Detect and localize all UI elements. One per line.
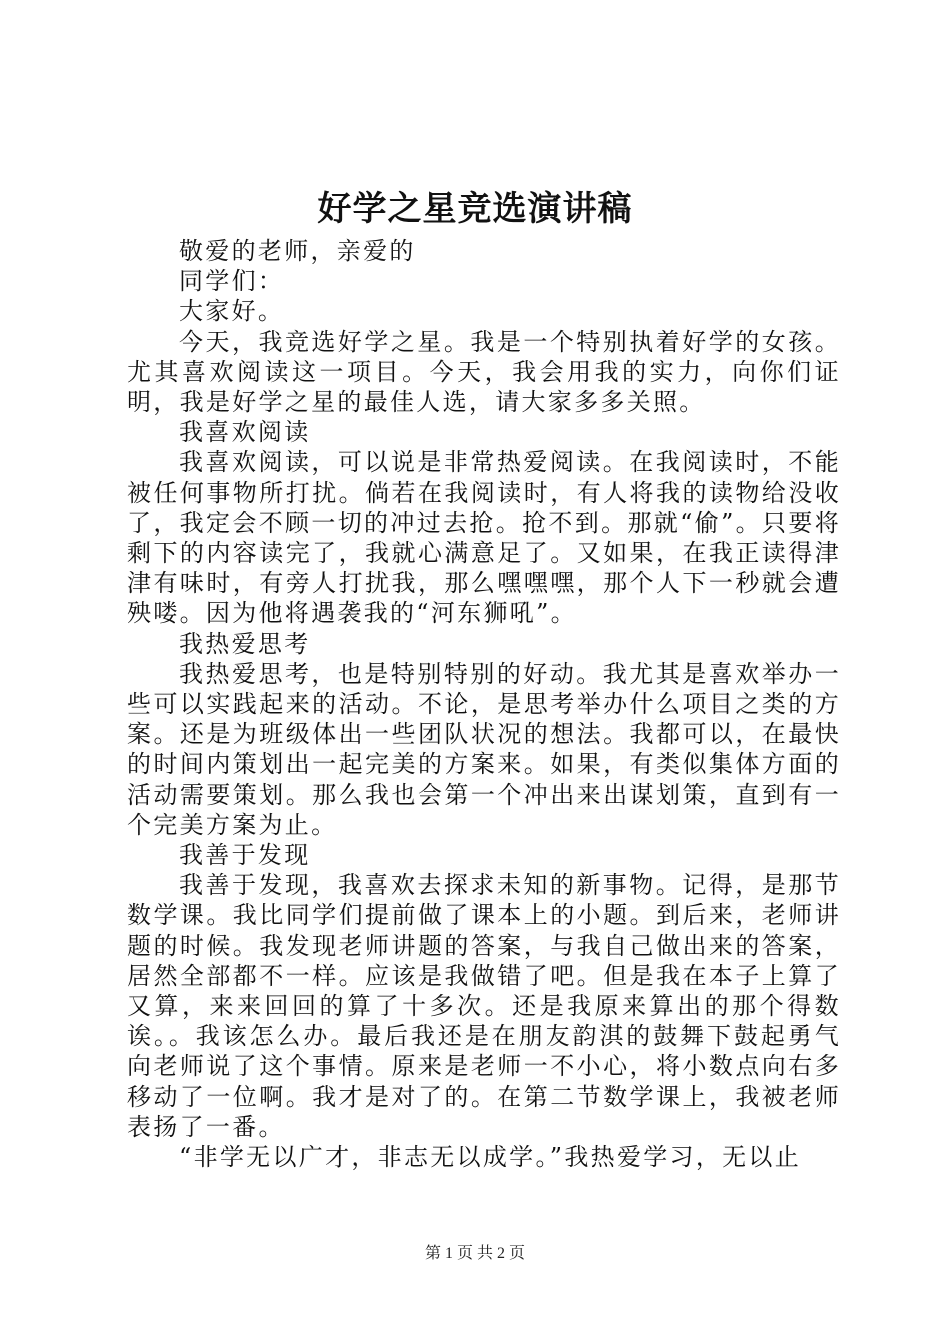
page-number-footer: 第 1 页 共 2 页 (424, 1245, 525, 1262)
greeting: 大家好。 (179, 297, 285, 326)
document-body (127, 236, 841, 1172)
salutation-line-2: 同学们： (179, 267, 285, 296)
section-heading-thinking: 我热爱思考 (179, 629, 311, 658)
thinking-paragraph: 我热爱思考，也是特别特别的好动。我尤其是喜欢举办一些可以实践起来的活动。不论，是思考举办什么项目之类的方案。还是为班级体出一些团队状况的想法。我都可以，在最快的时间内策划出一起完美的方案来。如果，有类似集体方面的活动需要策划。那么我也会第一个冲出来出谋划策，直到有一个完美方案为止。 (127, 659, 841, 839)
intro-paragraph: 今天，我竞选好学之星。我是一个特别执着好学的女孩。尤其喜欢阅读这一项目。今天，我会用我的实力，向你们证明，我是好学之星的最佳人选，请大家多多关照。 (127, 327, 841, 417)
discovery-paragraph: 我善于发现，我喜欢去探求未知的新事物。记得，是那节数学课。我比同学们提前做了课本上的小题。到后来，老师讲题的时候。我发现老师讲题的答案，与我自己做出来的答案，居然全部都不一样。应该是我做错了吧。但是我在本子上算了又算，来来回回的算了十多次。还是我原来算出的那个得数诶。。我该怎么办。最后我还是在朋友韵淇的鼓舞下鼓起勇气向老师说了这个事情。原来是老师一不小心，将小数点向右多移动了一位啊。我才是对了的。在第二节数学课上，我被老师表扬了一番。 (127, 871, 841, 1141)
section-heading-discovery: 我善于发现 (179, 841, 311, 870)
section-heading-reading: 我喜欢阅读 (179, 418, 311, 447)
document-title: 好学之星竞选演讲稿 (317, 189, 633, 229)
closing-paragraph: “非学无以广才，非志无以成学。”我热爱学习，无以止 (179, 1143, 802, 1172)
salutation-line-1: 敬爱的老师，亲爱的 (179, 237, 416, 265)
reading-paragraph: 我喜欢阅读，可以说是非常热爱阅读。在我阅读时，不能被任何事物所打扰。倘若在我阅读时，有人将我的读物给没收了，我定会不顾一切的冲过去抢。抢不到。那就“偷”。只要将剩下的内容读完了，我就心满意足了。又如果，在我正读得津津有味时，有旁人打扰我，那么嘿嘿嘿，那个人下一秒就会遭殃喽。因为他将遇袭我的“河东狮吼”。 (127, 448, 841, 628)
